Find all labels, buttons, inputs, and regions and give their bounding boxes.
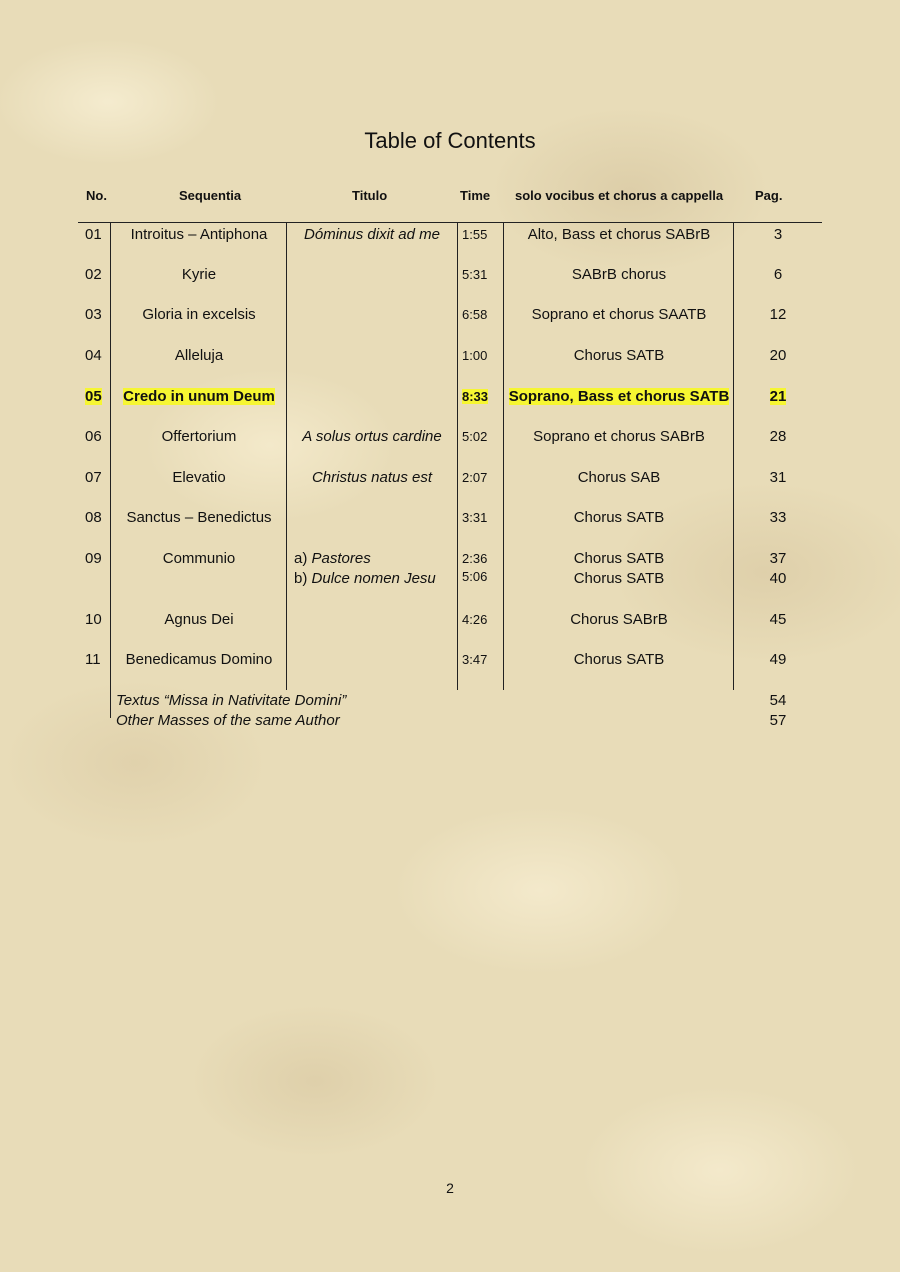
table-row [0, 306, 900, 326]
row-solo: Chorus SATB [573, 651, 665, 668]
row-sequentia: Communio [162, 550, 236, 567]
row-time: 1:00 [462, 348, 488, 363]
row-titulo-a-text: Pastores [311, 550, 371, 567]
header-titulo: Titulo [352, 188, 388, 203]
table-row [0, 509, 900, 529]
row-pag: 3 [773, 226, 783, 243]
row-titulo-b-text: Dulce nomen Jesu [311, 570, 436, 587]
row-sequentia: Elevatio [172, 469, 226, 486]
row-pag [740, 388, 816, 405]
row-pag: 20 [769, 347, 787, 364]
row-pag: 28 [769, 428, 787, 445]
row-no: 11 [85, 651, 101, 668]
table-row [0, 611, 900, 631]
row-no: 08 [85, 509, 102, 526]
table-row [0, 428, 900, 448]
row-no: 07 [85, 469, 102, 486]
row-titulo: Christus natus est [311, 469, 433, 486]
header-time: Time [460, 188, 491, 203]
row-no: 01 [85, 226, 102, 243]
row-titulo: A solus ortus cardine [302, 428, 442, 445]
row-no-highlight: 05 [85, 388, 102, 405]
row-solo: Chorus SAB [577, 469, 661, 486]
table-row [0, 550, 900, 570]
row-no: 03 [85, 306, 102, 323]
row-sequentia: Alleluja [174, 347, 224, 364]
extra-textus: Textus “Missa in Nativitate Domini” [116, 692, 347, 709]
row-sequentia: Kyrie [181, 266, 217, 283]
row-sequentia [112, 388, 286, 405]
table-row [0, 226, 900, 246]
row-solo: Alto, Bass et chorus SABrB [527, 226, 711, 243]
row-time: 3:47 [462, 652, 488, 667]
table-row [0, 347, 900, 367]
row-solo: Chorus SATB [573, 347, 665, 364]
row-time: 3:31 [462, 510, 488, 525]
table-row [0, 469, 900, 489]
header-rule [78, 222, 822, 223]
row-time-b: 5:06 [462, 569, 488, 584]
row-titulo-a-prefix: a) [294, 550, 312, 567]
row-solo [504, 388, 734, 405]
row-solo: Chorus SATB [573, 509, 665, 526]
row-titulo: Dóminus dixit ad me [304, 226, 440, 243]
extra-other-masses: Other Masses of the same Author [116, 712, 340, 729]
header-solo: solo vocibus et chorus a cappella [515, 188, 724, 203]
row-no: 02 [85, 266, 102, 283]
row-pag: 12 [769, 306, 787, 323]
row-pag: 49 [769, 651, 787, 668]
row-sequentia: Offertorium [161, 428, 237, 445]
row-pag: 37 [769, 550, 787, 567]
table-row-sub [0, 570, 900, 590]
row-time [462, 389, 502, 404]
table-row [0, 651, 900, 671]
row-pag: 33 [769, 509, 787, 526]
row-time: 1:55 [462, 227, 488, 242]
row-sequentia: Sanctus – Benedictus [126, 509, 272, 526]
row-solo-highlight: Soprano, Bass et chorus SATB [508, 388, 730, 405]
row-no [85, 388, 107, 405]
row-no: 04 [85, 347, 102, 364]
table-row-highlighted [0, 388, 900, 408]
header-sequentia: Sequentia [179, 188, 242, 203]
row-sequentia: Gloria in excelsis [142, 306, 256, 323]
row-titulo-b [294, 570, 462, 587]
row-solo-b: Chorus SATB [573, 570, 665, 587]
row-solo: Soprano et chorus SABrB [533, 428, 705, 445]
row-time: 2:36 [462, 551, 488, 566]
row-time: 2:07 [462, 470, 488, 485]
row-pag: 31 [769, 469, 787, 486]
row-time: 4:26 [462, 612, 488, 627]
row-pag: 45 [769, 611, 787, 628]
row-sequentia: Agnus Dei [164, 611, 234, 628]
row-time: 5:31 [462, 267, 488, 282]
row-no: 10 [85, 611, 102, 628]
header-no: No. [86, 188, 107, 203]
row-time: 5:02 [462, 429, 488, 444]
page-number: 2 [446, 1180, 454, 1196]
row-solo: SABrB chorus [571, 266, 667, 283]
row-sequentia: Introitus – Antiphona [130, 226, 268, 243]
extra-other-masses-pag: 57 [769, 712, 787, 729]
row-pag-highlight: 21 [769, 388, 787, 405]
row-pag-b: 40 [769, 570, 787, 587]
row-titulo-a [294, 550, 462, 567]
table-row [0, 266, 900, 286]
row-solo: Chorus SABrB [570, 611, 668, 628]
extra-textus-pag: 54 [769, 692, 787, 709]
row-solo: Chorus SATB [573, 550, 665, 567]
page-title: Table of Contents [364, 128, 536, 153]
row-titulo-b-prefix: b) [294, 570, 312, 587]
row-no: 09 [85, 550, 102, 567]
row-solo: Soprano et chorus SAATB [531, 306, 707, 323]
row-time-highlight: 8:33 [462, 389, 489, 404]
header-pag: Pag. [755, 188, 783, 203]
row-sequentia: Benedicamus Domino [125, 651, 273, 668]
row-time: 6:58 [462, 307, 488, 322]
row-sequentia-highlight: Credo in unum Deum [123, 388, 275, 405]
row-no: 06 [85, 428, 102, 445]
row-pag: 6 [773, 266, 783, 283]
